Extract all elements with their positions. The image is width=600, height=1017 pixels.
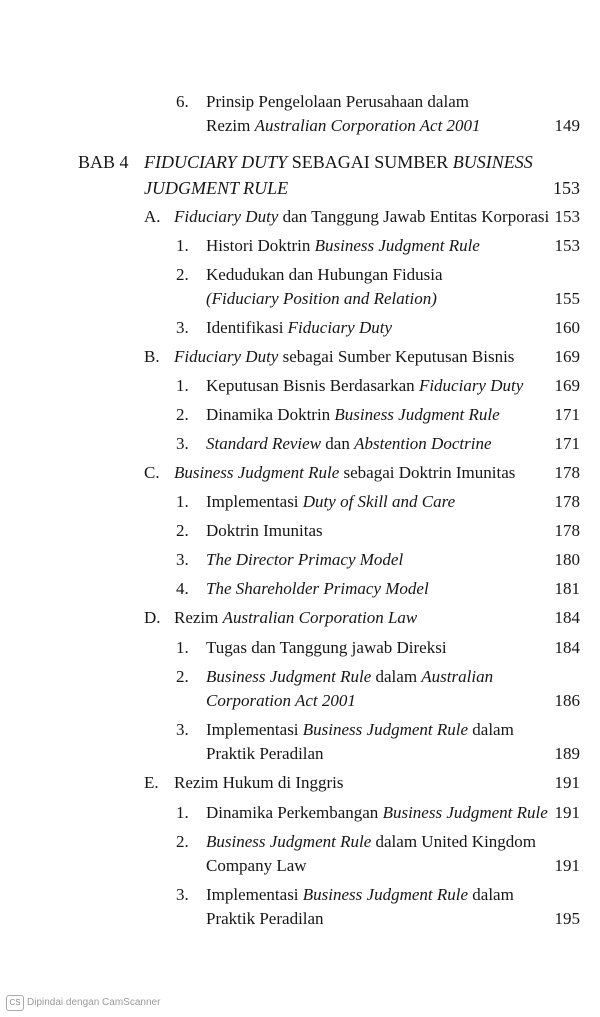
toc-entry-title: Implementasi Business Judgment Rule dalam bbox=[206, 885, 514, 904]
toc-page-number: 189 bbox=[554, 744, 580, 763]
toc-page-number: 160 bbox=[554, 318, 580, 337]
toc-entry-title-cont: Rezim Australian Corporation Act 2001 bbox=[206, 116, 481, 135]
toc-entry-title: Standard Review dan Abstention Doctrine bbox=[206, 434, 492, 453]
toc-entry-title-cont: (Fiduciary Position and Relation) bbox=[206, 289, 437, 308]
toc-page-number: 191 bbox=[554, 856, 580, 875]
toc-page-number: 195 bbox=[554, 909, 580, 928]
toc-entry-title-cont: Praktik Peradilan bbox=[206, 909, 324, 928]
toc-number: 6. bbox=[176, 92, 189, 111]
toc-page-number: 155 bbox=[554, 289, 580, 308]
section-title: Fiduciary Duty sebagai Sumber Keputusan Bisnis bbox=[174, 347, 515, 366]
scanner-watermark bbox=[6, 994, 160, 1012]
toc-page-number: 153 bbox=[554, 207, 580, 226]
toc-page-number: 178 bbox=[554, 463, 580, 482]
toc-page-number: 169 bbox=[554, 347, 580, 366]
toc-number: 2. bbox=[176, 521, 189, 540]
toc-number: 3. bbox=[176, 550, 189, 569]
toc-number: 2. bbox=[176, 832, 189, 851]
toc-entry-title: The Shareholder Primacy Model bbox=[206, 579, 429, 598]
toc-entry-title: The Director Primacy Model bbox=[206, 550, 404, 569]
toc-number: 1. bbox=[176, 638, 189, 657]
toc-page-number: 153 bbox=[554, 236, 580, 255]
toc-page-number: 149 bbox=[554, 116, 580, 135]
toc-number: 1. bbox=[176, 236, 189, 255]
toc-number: 4. bbox=[176, 579, 189, 598]
toc-page-number: 184 bbox=[554, 608, 580, 627]
toc-number: 2. bbox=[176, 405, 189, 424]
section-title: Business Judgment Rule sebagai Doktrin Imunitas bbox=[174, 463, 516, 482]
toc-number: 3. bbox=[176, 720, 189, 739]
toc-page-number: 169 bbox=[554, 376, 580, 395]
toc-entry-title: Dinamika Doktrin Business Judgment Rule bbox=[206, 405, 500, 424]
toc-page-number: 171 bbox=[554, 405, 580, 424]
toc-entry-title: Dinamika Perkembangan Business Judgment Rule bbox=[206, 803, 548, 822]
toc-number: 1. bbox=[176, 492, 189, 511]
section-letter: D. bbox=[144, 608, 161, 627]
toc-page-number: 181 bbox=[554, 579, 580, 598]
section-title: Rezim Hukum di Inggris bbox=[174, 773, 344, 792]
toc-page-number: 186 bbox=[554, 691, 580, 710]
toc-number: 1. bbox=[176, 376, 189, 395]
toc-entry-title: Implementasi Business Judgment Rule dalam bbox=[206, 720, 514, 739]
toc-entry-title: Doktrin Imunitas bbox=[206, 521, 323, 540]
toc-entry-title: Implementasi Duty of Skill and Care bbox=[206, 492, 456, 511]
toc-entry-title: Kedudukan dan Hubungan Fidusia bbox=[206, 265, 443, 284]
toc-page-number: 184 bbox=[554, 638, 580, 657]
toc-number: 2. bbox=[176, 265, 189, 284]
chapter-label: BAB 4 bbox=[78, 152, 129, 172]
toc-page-number: 180 bbox=[554, 550, 580, 569]
section-letter: C. bbox=[144, 463, 160, 482]
toc-entry-title: Tugas dan Tanggung jawab Direksi bbox=[206, 638, 447, 657]
section-letter: B. bbox=[144, 347, 160, 366]
toc-number: 2. bbox=[176, 667, 189, 686]
section-title: Rezim Australian Corporation Law bbox=[174, 608, 418, 627]
toc-entry-title: Identifikasi Fiduciary Duty bbox=[206, 318, 393, 337]
scanner-watermark-text: Dipindai dengan CamScanner bbox=[27, 997, 161, 1008]
section-letter: A. bbox=[144, 207, 161, 226]
toc-number: 3. bbox=[176, 318, 189, 337]
toc-page-number: 191 bbox=[554, 773, 580, 792]
camscanner-icon: CS bbox=[6, 995, 24, 1011]
chapter-title: FIDUCIARY DUTY SEBAGAI SUMBER BUSINESS bbox=[144, 152, 533, 172]
toc-entry-title-cont: Corporation Act 2001 bbox=[206, 691, 356, 710]
toc-entry-title-cont: Praktik Peradilan bbox=[206, 744, 324, 763]
section-title: Fiduciary Duty dan Tanggung Jawab Entitas Korporasi bbox=[174, 207, 550, 226]
toc-entry-title: Business Judgment Rule dalam United Kingdom bbox=[206, 832, 537, 851]
toc-page-number: 171 bbox=[554, 434, 580, 453]
toc-page-number: 178 bbox=[554, 521, 580, 540]
toc-entry-title: Business Judgment Rule dalam Australian bbox=[206, 667, 494, 686]
toc-number: 1. bbox=[176, 803, 189, 822]
chapter-title-cont: JUDGMENT RULE bbox=[144, 178, 289, 198]
toc-number: 3. bbox=[176, 885, 189, 904]
toc-entry-title: Keputusan Bisnis Berdasarkan Fiduciary Duty bbox=[206, 376, 524, 395]
chapter-page-number: 153 bbox=[553, 178, 580, 198]
toc-entry-title-cont: Company Law bbox=[206, 856, 307, 875]
toc-entry-title: Prinsip Pengelolaan Perusahaan dalam bbox=[206, 92, 469, 111]
toc-entry-title: Histori Doktrin Business Judgment Rule bbox=[206, 236, 480, 255]
toc-page-number: 191 bbox=[554, 803, 580, 822]
toc-page-number: 178 bbox=[554, 492, 580, 511]
section-letter: E. bbox=[144, 773, 159, 792]
toc-number: 3. bbox=[176, 434, 189, 453]
